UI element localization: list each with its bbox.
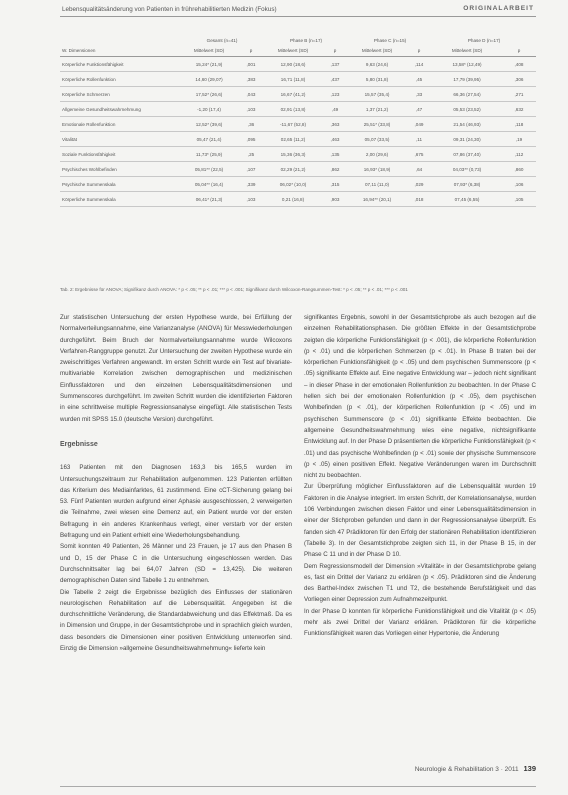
table-cell: 05,53 (23,52) (432, 102, 502, 117)
table-cell: 07,93* (6,38) (432, 177, 502, 192)
paragraph: Die Tabelle 2 zeigt die Ergebnisse bezüglich des Einflusses der stationären neurologischen Rehabilitation auf die Lebensqualität. Angegeben ist die durchschnittliche Veränderung, die Standardabweichung und das Effektmaß. Da es in Dimension und Gruppe, in der Gesamtstichprobe und in sprachlich gleich wurden, dass besonders die Dimensionen einer positiven Entwicklung unterworfen sind. Einzig die Dimension »allgemeine Gesundheitswahrnehmung« lieferte kein (60, 588, 292, 653)
table-row (60, 177, 536, 192)
table-cell: ,11 (406, 132, 432, 147)
table-cell: 02,29 (21,2) (264, 162, 322, 177)
table-cell: ,049 (406, 117, 432, 132)
row-label: Körperliche Rollenfunktion (60, 72, 180, 87)
table-cell: ,49 (322, 102, 348, 117)
table-cell: 14,60 (29,07) (180, 72, 238, 87)
table-cell: 07,11 (11,0) (348, 177, 406, 192)
table-cell: 1,37 (21,2) (348, 102, 406, 117)
table-cell: 04,03** (0,73) (432, 162, 502, 177)
table-cell: ,107 (238, 162, 264, 177)
table-row (60, 72, 536, 87)
table-cell: ,112 (502, 147, 536, 162)
table-cell: ,114 (406, 57, 432, 72)
row-label: Körperliche Summenskala (60, 192, 180, 207)
paragraph: signifikantes Ergebnis, sowohl in der Gesamtstichprobe als auch bezogen auf die einzelnen Rehabilitationsphasen. Die größten Effekte in der Gesamtstichprobe zeigten die körperliche Funktionsfähigkeit (p < .001), die körperliche Rollenfunktion (p < .01) und die körperlichen Schmerzen (p < .01). In Phase B traten bei der körperlichen Funktionsfähigkeit (p < .05) und dem psychischen Summenscore (p < .05) signifikante Effekte auf. Eine negative Entwicklung war – jedoch nicht signifikant – in dieser Phase in der emotionalen Rollenfunktion zu beobachten. In der Phase C hellen sich bei der emotionalen Rollenfunktion (p < .05), dem psychischen Wohlbefinden (p < .01), der körperlichen Rollenfunktion (p < .05) und im psychischen Summenscore (p < .01) signifikante Effekte beobachten. Die allgemeine Gesundheitswahrnehmung wies eine negative, nichtsignifikante Entwicklung auf. In der Phase D präsentierten die körperliche Funktionsfähigkeit (p < .01) und das psychische Wohlbefinden (p < .01) sowie der physische Summenscore (p < .05) einen positiven Effekt. Negative Veränderungen waren im Durchschnitt nicht zu beobachten. (304, 314, 536, 480)
row-label: Psychische Summenskala (60, 177, 180, 192)
table-cell: 16,94** (20,1) (348, 192, 406, 207)
row-label: Allgemeine Gesundheitswahrnehmung (60, 102, 180, 117)
table-cell: 12,90 (18,6) (264, 57, 322, 72)
table-row (60, 132, 536, 147)
table-cell: ,437 (322, 72, 348, 87)
table-cell: ,043 (238, 87, 264, 102)
table-cell: ,675 (406, 147, 432, 162)
column-header: p (406, 45, 432, 57)
table-cell: 05,81** (22,5) (180, 162, 238, 177)
table-cell: 15,24* (21,9) (180, 57, 238, 72)
table-cell: ,339 (238, 177, 264, 192)
column-header: p (322, 45, 348, 57)
table-caption: Tab. 2: Ergebnisse für ANOVA; Signifikanz durch ANOVA: * p < .05; ** p < .01; *** p < .001; Signifikanz durch Wilcoxon-Rangsummen-Test: * p < .05; ** p < .01; *** p < .001 (60, 287, 408, 292)
table-cell: 13,58* (12,49) (432, 57, 502, 72)
table-cell: ,860 (502, 162, 536, 177)
table-cell: ,408 (502, 57, 536, 72)
table-cell: ,137 (322, 57, 348, 72)
running-header: Lebensqualitätsänderung von Patienten in frührehabilitierten Medizin (Fokus) (62, 6, 277, 13)
table-cell: 05,04** (16,4) (180, 177, 238, 192)
table-cell: ,103 (238, 102, 264, 117)
group-header: Gesamt (n=41) (206, 38, 238, 43)
table-cell: 09,31 (24,30) (432, 132, 502, 147)
column-header: Mittelwert (SD) (432, 45, 502, 57)
row-label: Psychisches Wohlbefinden (60, 162, 180, 177)
table-cell: ,095 (238, 132, 264, 147)
table-cell: 11,73* (25,9) (180, 147, 238, 162)
table-cell: 17,79 (39,95) (432, 72, 502, 87)
section-label: ORIGINALARBEIT (463, 5, 534, 12)
table-cell: 07,86 (37,40) (432, 147, 502, 162)
paragraph: 163 Patienten mit den Diagnosen 163,3 bis 165,5 wurden im Untersuchungszeitraum zur Rehabilitation aufgenommen. 123 Patienten erfüllten das Kriterium des Mediainfarktes, 61 zustimmend. Eine cCT-Sicherung gelang bei 53. Fünf Patienten wurden aufgrund einer Aphasie ausgeschlossen, 2 verweigerten die Teilnahme, zwei wiesen eine Demenz auf, ein Patient wurde vor der ersten Befragung in ein anderes Krankenhaus verlegt, einer verstarb vor der ersten Befragung und ein Patient erhielt eine Wiederholungsbehandlung. (60, 464, 292, 540)
section-heading: Ergebnisse (60, 440, 98, 448)
table-cell: ,64 (406, 162, 432, 177)
table-cell: ,315 (322, 177, 348, 192)
table-cell: ,001 (238, 57, 264, 72)
column-header: Mittelwert (SD) (180, 45, 238, 57)
group-header: Phase B (n=17) (289, 38, 323, 43)
table-column-row (60, 45, 536, 57)
group-header: Phase C (n=15) (373, 38, 407, 43)
group-header: Phase D (n=17) (467, 38, 501, 43)
table-cell: -11,67 (52,8) (264, 117, 322, 132)
paragraph: In der Phase D konnten für körperliche Funktionsfähigkeit und die Vitalität (p < .05) mehr als zwei Drittel der Varianz erklären. Prädiktoren für die körperliche Funktionsfähigkeit waren das Vorliegen einer Hypertonie, die Änderung (304, 607, 536, 638)
table-cell: ,47 (406, 102, 432, 117)
table-row (60, 147, 536, 162)
table-cell: 02,91 (13,8) (264, 102, 322, 117)
table-cell: 2,00 (29,6) (348, 147, 406, 162)
table-cell: 07,45 (6,55) (432, 192, 502, 207)
header-rule (60, 16, 536, 17)
table-cell: ,33 (406, 87, 432, 102)
table-cell: ,36 (238, 117, 264, 132)
paragraph: Somit konnten 49 Patienten, 26 Männer und 23 Frauen, je 17 aus den Phasen B und D, 15 der Phase C in die Untersuchung eingeschlossen werden. Das Durchschnittsalter lag bei 64,07 Jahren (SD = 13,425). Die weiteren demographischen Daten sind Tabelle 1 zu entnehmen. (60, 543, 292, 585)
table-cell: ,271 (502, 87, 536, 102)
table-cell: 06,02* (10,0) (264, 177, 322, 192)
column-header: p (502, 45, 536, 57)
results-table (60, 36, 536, 207)
table-cell: ,862 (322, 162, 348, 177)
paragraph: Zur statistischen Untersuchung der ersten Hypothese wurde, bei Erfüllung der Normalverteilungsannahme, eine Varianzanalyse (ANOVA) für Messwiederholungen durchgeführt. Beim Bruch der Normalverteilungsannahme wurde Wilcoxons Verfahren-Ranggruppe genutzt. Zur Untersuchung der zweiten Hypothese wurde ein zweischrittiges Verfahren angewandt. Im ersten Schritt wurde ein Test auf bivariate-multivariable Korrelation zwischen demographischen und medizinischen Einflussfaktoren und den einzelnen Lebensqualitätsdimensionen und Summenscores durchgeführt. Im zweiten Schritt wurden die identifizierten Faktoren in eine schrittweise multiple Regressionsanalyse eingefügt. Alle statistischen Tests wurden mit SPSS 15.0 (deutsche Version) durchgeführt. (60, 314, 292, 423)
table-cell: 15,57 (35,4) (348, 87, 406, 102)
table-cell: 66,36 (27,54) (432, 87, 502, 102)
table-cell: 25,51* (33,8) (348, 117, 406, 132)
page-number: 139 (523, 764, 536, 773)
table-cell: -1,20 (17,4) (180, 102, 238, 117)
column-header: W. Dimensionen (60, 45, 180, 57)
table-cell: ,106 (502, 177, 536, 192)
row-label: Emotionale Rollenfunktion (60, 117, 180, 132)
table-cell: 06,41* (21,3) (180, 192, 238, 207)
column-header: p (238, 45, 264, 57)
table-cell: ,903 (322, 192, 348, 207)
table-row (60, 87, 536, 102)
column-header: Mittelwert (SD) (264, 45, 322, 57)
table-cell: 17,52* (26,6) (180, 87, 238, 102)
right-column (304, 312, 536, 640)
table-cell: ,463 (322, 132, 348, 147)
page-footer (415, 764, 536, 773)
table-row (60, 162, 536, 177)
table-row (60, 102, 536, 117)
table-cell: 05,47 (21,4) (180, 132, 238, 147)
table-cell: ,018 (406, 192, 432, 207)
table-cell: ,306 (502, 72, 536, 87)
left-column (60, 312, 292, 654)
table-cell: 0,21 (16,8) (264, 192, 322, 207)
table-cell: ,118 (502, 117, 536, 132)
paragraph: Zur Überprüfung möglicher Einflussfaktoren auf die Lebensqualität wurden 19 Faktoren in die Analyse integriert. Im ersten Schritt, der Korrelationsanalyse, wurden 106 Verbindungen zwischen diesen Faktor und einer Lebensqualitätsdimension in einer der Stichproben gefunden und dann in der Regressionsanalyse überprüft. Es fanden sich 47 Prädiktoren für den Erfolg der stationären Rehabilitation identifizieren (Tabelle 3). In der Gesamtstichprobe zeigten sich 11, in der Phase B 15, in der Phase C 11 und in der Phase D 10. (304, 483, 536, 559)
row-label: Soziale Funktionsfähigkeit (60, 147, 180, 162)
table-cell: ,19 (502, 132, 536, 147)
table-cell: 9,63 (24,6) (348, 57, 406, 72)
table-cell: 16,67 (41,2) (264, 87, 322, 102)
table-cell: ,103 (238, 192, 264, 207)
table-cell: ,632 (502, 102, 536, 117)
row-label: Körperliche Schmerzen (60, 87, 180, 102)
column-header: Mittelwert (SD) (348, 45, 406, 57)
table-cell: 02,65 (11,2) (264, 132, 322, 147)
table-row (60, 192, 536, 207)
table-row (60, 117, 536, 132)
paragraph: Dem Regressionsmodell der Dimension »Vitalität« in der Gesamtstichprobe gelang es, fast ein Drittel der Varianz zu erklären (p < .05). Prädiktoren sind die Änderung des Barthel-Index zwischen T1 und T2, die bestehende Berufstätigkeit und das Vorliegen einer Depression zum Aufnahmezeitpunkt. (304, 562, 536, 604)
table-cell: ,45 (406, 72, 432, 87)
row-label: Vitalität (60, 132, 180, 147)
table-cell: 5,80 (31,8) (348, 72, 406, 87)
table-cell: ,135 (322, 147, 348, 162)
table-cell: 16,93* (18,9) (348, 162, 406, 177)
table-row (60, 57, 536, 72)
table-group-row (60, 36, 536, 45)
table-cell: 05,07 (33,5) (348, 132, 406, 147)
table-cell: ,123 (322, 87, 348, 102)
table-cell: 15,36 (36,3) (264, 147, 322, 162)
footer-rule (60, 786, 536, 787)
table-cell: ,363 (322, 117, 348, 132)
table-cell: 12,52* (39,6) (180, 117, 238, 132)
journal-name: Neurologie & Rehabilitation 3 · 2011 (414, 766, 519, 773)
row-label: Körperliche Funktionsfähigkeit (60, 57, 180, 72)
table-cell: 16,71 (11,8) (264, 72, 322, 87)
table-cell: ,25 (238, 147, 264, 162)
table-cell: ,029 (406, 177, 432, 192)
table-cell: ,105 (502, 192, 536, 207)
table-cell: ,383 (238, 72, 264, 87)
table-cell: 21,54 (46,93) (432, 117, 502, 132)
